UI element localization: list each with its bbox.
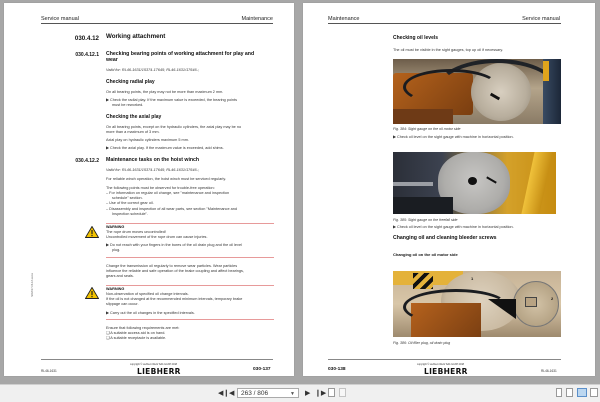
page-left xyxy=(4,3,294,376)
page-divider xyxy=(297,0,301,384)
fig386-label-2: 2 xyxy=(551,296,554,301)
figure-384-photo xyxy=(393,59,561,124)
bullet-triangle-icon: ▶ xyxy=(393,135,396,139)
fig384-step: ▶ Check oil level on the sight gauge with machine in horizontal position. xyxy=(393,135,514,139)
page-number-value: 263 / 806 xyxy=(241,390,269,397)
continuous-view-icon[interactable] xyxy=(566,388,573,397)
warning-text: Non-observation of specified oil change intervals. If the oil is not changed at the recommended minimum intervals, temporary brake slippage can occur. xyxy=(106,292,243,307)
subsection-title-line: wear xyxy=(106,57,118,64)
page-number: 030-138 xyxy=(328,367,346,372)
bullet-triangle-icon: ▶ xyxy=(106,98,109,102)
footer-copyright: copyright © Liebherr-Werk Telfs GmbH 2018 xyxy=(130,363,177,366)
heading-changing-oil: Changing oil and cleaning bleeder screws xyxy=(393,235,497,241)
warning-rule-top xyxy=(106,285,274,286)
figure-385-photo xyxy=(393,152,556,214)
page-number: 030-137 xyxy=(253,367,271,372)
warning-rule-top xyxy=(106,223,274,224)
list-item: ❏ A suitable access aid is on hand. xyxy=(106,331,166,335)
axial-text-2: Axial play on hydraulic cylinders maximum 5 mm. xyxy=(106,138,189,142)
last-page-icon[interactable]: ❙▶ xyxy=(315,390,327,397)
liebherr-logo: LIEBHERR xyxy=(424,367,468,376)
liebherr-logo: LIEBHERR xyxy=(137,367,181,376)
fit-page-icon[interactable] xyxy=(328,388,335,397)
heading-oil-levels: Checking oil levels xyxy=(393,35,439,41)
viewer-toolbar xyxy=(0,384,600,402)
bullet-triangle-icon: ▶ xyxy=(106,311,109,315)
list-item: ❏ A suitable receptacle is available. xyxy=(106,336,167,341)
points-list: – For information on regular oil change, see "maintenance and inspection schedule" section. – Use of the correct gear oil. – Disassembly and inspection of all wear parts, see section "Maintenance and Inspection schedule". xyxy=(106,191,237,216)
subsection-number: 030.4.12.2 xyxy=(75,158,99,164)
page-number-input[interactable] xyxy=(237,388,299,398)
footer-rule xyxy=(41,359,273,360)
requirements-intro: Ensure that following requirements are met: xyxy=(106,326,180,330)
valid-for: Valid for: RL46-1631/15374-17645; RL46-1631/17646-; xyxy=(106,168,199,172)
single-page-view-icon[interactable] xyxy=(556,388,562,397)
footer-model: RL46-1631 xyxy=(41,369,57,373)
warning-rule-bottom xyxy=(106,319,274,320)
axial-text: On all bearing points, except on the hydraulic cylinders, the axial play may be no more than a maximum of 3 mm. xyxy=(106,125,242,135)
radial-step: ▶ Check the radial play. If the maximum value is exceeded, the bearing points must be reworked. xyxy=(106,98,237,108)
figure-386-caption: Fig. 386: Oil filler plug, oil drain plug xyxy=(393,341,451,345)
warning-rule-bottom xyxy=(106,257,274,258)
footer-model: RL46-1631 xyxy=(541,369,557,373)
winch-intro: For reliable winch operation, the hoist winch must be serviced regularly. xyxy=(106,177,227,181)
warning-step: ▶ Do not reach with your fingers in the bores of the oil drain plug and the oil level plug. xyxy=(106,243,242,253)
axial-step: ▶ Check the axial play. If the maximum value is exceeded, add shims. xyxy=(106,146,224,150)
subsection-title: Maintenance tasks on the hoist winch xyxy=(106,157,200,163)
figure-385-caption: Fig. 385: Sight gauge on the freefall side xyxy=(393,218,458,222)
header-right: Maintenance xyxy=(241,16,273,22)
fig385-step: ▶ Check oil level on the sight gauge with machine in horizontal position. xyxy=(393,225,514,229)
footer-rule xyxy=(328,359,561,360)
bullet-triangle-icon: ▶ xyxy=(106,146,109,150)
prev-page-icon[interactable]: ◀ xyxy=(229,390,235,397)
checkbox-icon: ❏ xyxy=(106,331,110,335)
page-right xyxy=(303,3,595,376)
chevron-down-icon[interactable]: ▼ xyxy=(290,391,295,397)
header-left: Maintenance xyxy=(328,16,360,22)
warning-title: WARNING xyxy=(106,225,125,229)
heading-radial-play: Checking radial play xyxy=(106,79,155,85)
two-page-view-icon[interactable] xyxy=(577,388,587,397)
oil-levels-text: The oil must be visible in the sight gauges, top up oil if necessary. xyxy=(393,48,504,52)
subheading-oil-motor-side: Changing oil on the oil motor side xyxy=(393,252,458,257)
warning-triangle-icon xyxy=(85,287,99,299)
section-number: 030.4.12 xyxy=(74,35,99,42)
header-left: Service manual xyxy=(41,16,79,22)
radial-text: On all bearing points, the play may not be more than maximum 2 mm. xyxy=(106,90,224,94)
section-title: Working attachment xyxy=(106,33,166,40)
subsection-title xyxy=(106,51,254,63)
list-item: – For information on regular oil change, see "maintenance and inspection xyxy=(106,191,230,195)
two-page-continuous-view-icon[interactable] xyxy=(590,388,598,397)
warning-triangle-icon xyxy=(85,226,99,238)
header-rule xyxy=(328,23,561,24)
list-item: – Use of the correct gear oil. xyxy=(106,201,154,206)
next-page-icon[interactable]: ▶ xyxy=(305,390,311,397)
valid-for: Valid for: RL46-1631/15374-17645; RL46-1631/17646-; xyxy=(106,68,199,72)
header-right: Service manual xyxy=(522,16,560,22)
figure-386-photo xyxy=(393,271,561,337)
fig386-label-1: 1 xyxy=(471,276,474,281)
requirements-list xyxy=(106,331,166,341)
points-intro: The following points must be observed for trouble-free operation: xyxy=(106,186,215,190)
first-page-icon[interactable]: ◀❙ xyxy=(218,390,230,397)
footer-copyright: copyright © Liebherr-Werk Telfs GmbH 2018 xyxy=(417,363,464,366)
fit-width-icon[interactable] xyxy=(339,388,346,397)
bullet-triangle-icon: ▶ xyxy=(106,243,109,247)
warning-step: ▶ Carry out the oil changes in the specified intervals. xyxy=(106,311,195,315)
change-oil-text: Change the transmission oil regularly to remove wear particles. Wear particles influence the reliable and safe operation of the brake coupling and affect bearings, gears and seals. xyxy=(106,264,244,279)
checkbox-icon: ❏ xyxy=(106,336,110,341)
side-code: MD2017-03-13-xxxxx xyxy=(31,273,34,297)
subsection-title-line: Checking bearing points of working attachment for play and xyxy=(106,51,255,57)
bullet-triangle-icon: ▶ xyxy=(393,225,396,229)
warning-title: WARNING xyxy=(106,287,125,291)
list-item: – Disassembly and inspection of all wear parts, see section "Maintenance and xyxy=(106,206,237,211)
subsection-number: 030.4.12.1 xyxy=(75,52,99,58)
figure-384-caption: Fig. 384: Sight gauge on the oil motor side xyxy=(393,127,461,131)
heading-axial-play: Checking the axial play xyxy=(106,114,162,120)
warning-text: The rope drum moves uncontrolled! Uncontrolled movement of the rope drum can cause injuries. xyxy=(106,230,208,240)
header-rule xyxy=(41,23,273,24)
